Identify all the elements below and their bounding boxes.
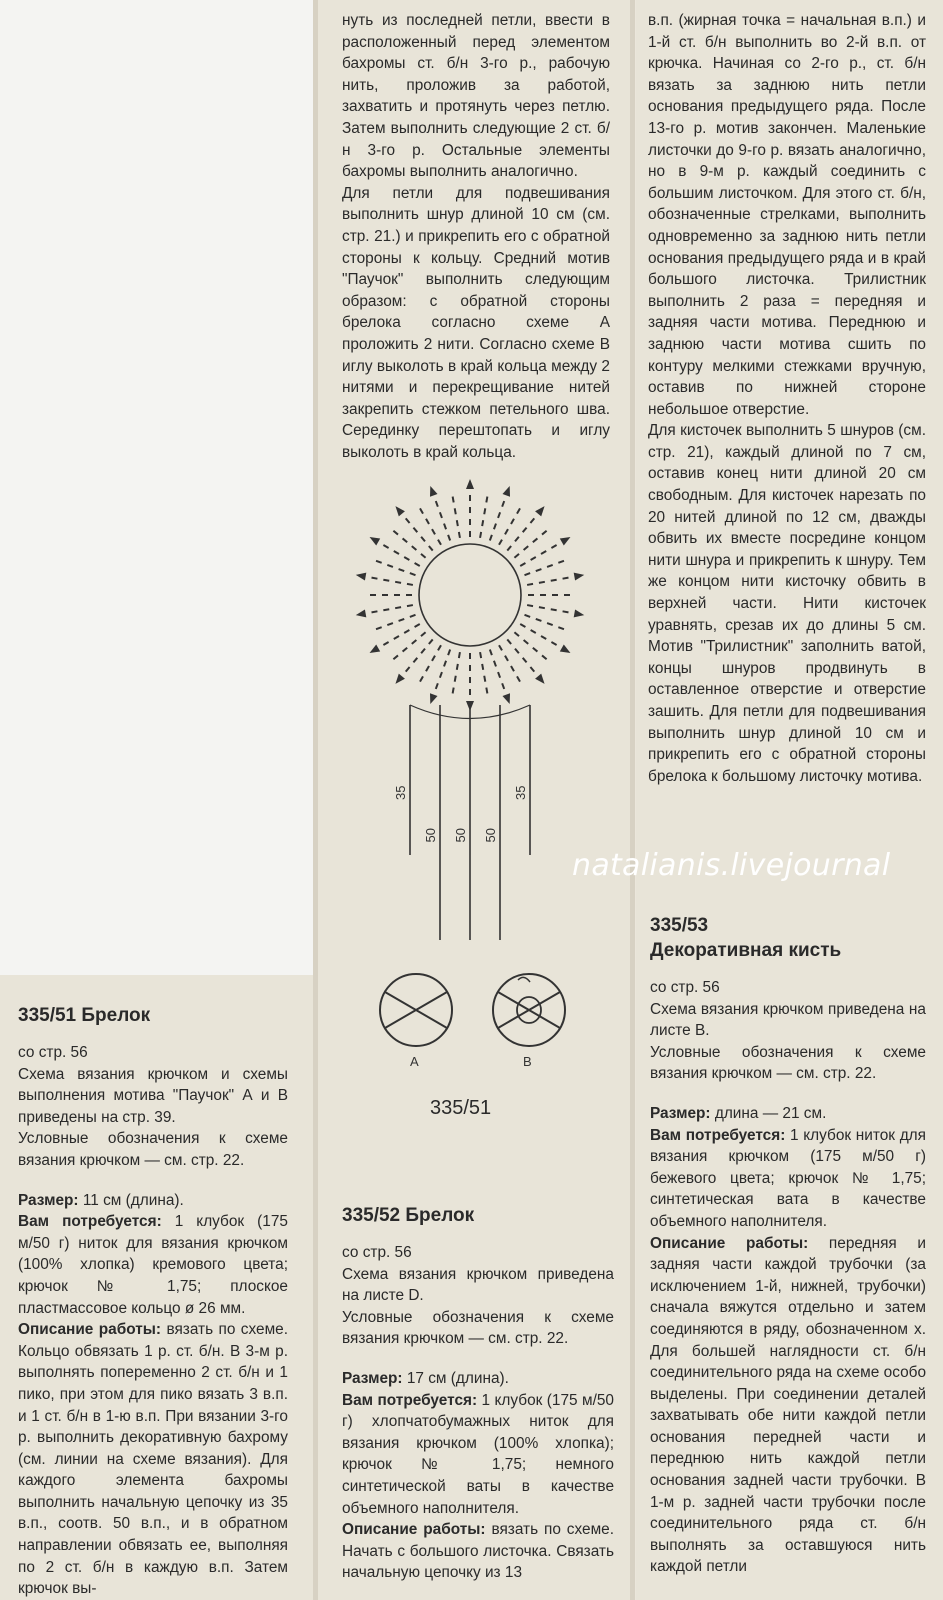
stitch-mark xyxy=(420,676,423,681)
fringe-length-label: 50 xyxy=(453,828,468,843)
stitch-mark xyxy=(387,623,393,625)
scheme-a xyxy=(380,974,452,1046)
stitch-mark xyxy=(429,546,433,551)
stitch-mark xyxy=(525,615,531,617)
stitch-mark xyxy=(421,649,425,654)
stitch-mark xyxy=(383,580,389,581)
stitch-mark xyxy=(482,664,483,670)
stitch-mark xyxy=(558,561,564,563)
item-53-p1: Схема вязания крючком приведена на листе В. xyxy=(650,1000,926,1040)
item-51-section xyxy=(18,1003,288,1600)
stitch-mark xyxy=(393,655,398,659)
stitch-mark xyxy=(484,676,485,682)
stitch-mark xyxy=(542,655,547,659)
stitch-mark xyxy=(514,632,519,636)
stitch-mark xyxy=(480,532,481,538)
stitch-mark xyxy=(490,535,492,541)
stitch-mark xyxy=(514,554,519,558)
materials-value: 1 клубок ниток для вязания крючком (175 м/50 г) бежевого цвета; крючок № 1,75; синтетическая вата в качестве объемного наполнителя. xyxy=(650,1126,926,1230)
col3-para-1: в.п. (жирная точка = начальная в.п.) и 1-й ст. б/н выполнить во 2-й в.п. от крючка. Начиная со 2-го р., ст. б/н вязать за заднюю нить петли основания предыдущего ряда. После 13-го р. мотив закончен. Маленькие листочки до 9-го р. вязать аналогично, но в 9-м р. каждый соединить с большим листочком. Для этого ст. б/н, обозначенные стрелками, выполнить одновременно за заднюю нить петли основания предыдущего ряда и в край большого листочка. Трилистник выполнить 2 раза = передняя и задняя части мотива. Переднюю и заднюю части мотива сшить по контуру мелкими стежками вручную, оставив по нижней стороне небольшое отверстие. xyxy=(648,12,926,418)
stitch-mark xyxy=(507,546,511,551)
stitch-mark xyxy=(410,573,416,575)
size-value: 17 см (длина). xyxy=(402,1369,509,1387)
stitch-mark xyxy=(515,537,519,542)
picot-mark xyxy=(502,693,510,704)
materials-label: Вам потребуется: xyxy=(650,1126,786,1144)
item-51-description xyxy=(18,1319,288,1600)
stitch-mark xyxy=(407,584,413,585)
item-53-ref: со стр. 56 xyxy=(650,979,720,996)
scheme-b xyxy=(493,974,565,1046)
description-value: вязать по схеме. Кольцо обвязать 1 р. ст. б/н. В 3-м р. выполнять попеременно 2 ст. б/н и 1 пико, при этом для пико вязать 3 в.п. и 1 ст. б/н в 1-ю в.п. При вязании 3-го р. выполнить декоративную бахрому (см. линии на схеме вязания). Для каждого элемента бахромы выполнить начальную цепочку из 35 в.п., соотв. 50 в.п., и в обратном направлении обвязать ее, выполняя по 2 ст. б/н в каждую в.п. Затем крючок вы- xyxy=(18,1321,288,1598)
stitch-mark xyxy=(484,508,485,514)
item-53-title-name: Декоративная кисть xyxy=(650,940,842,961)
size-label: Размер: xyxy=(18,1191,79,1209)
item-51-title: 335/51 Брелок xyxy=(18,1005,151,1026)
picot-mark xyxy=(535,674,544,684)
crochet-diagram xyxy=(330,470,620,1090)
stitch-mark xyxy=(547,623,553,625)
stitch-mark xyxy=(511,666,514,671)
stitch-mark xyxy=(536,569,542,571)
stitch-mark xyxy=(453,688,454,694)
stitch-mark xyxy=(393,531,398,535)
page-fold xyxy=(313,0,318,1600)
materials-value: 1 клубок (175 м/50 г) ниток для вязания крючком (100% хлопка) кремового цвета; крючок № 1,75; плоское пластмассовое кольцо ø 26 мм. xyxy=(18,1213,288,1317)
stitch-mark xyxy=(432,529,435,534)
stitch-mark xyxy=(432,656,435,661)
watermark: natalianis.livejournal xyxy=(572,848,891,883)
stitch-mark xyxy=(499,540,502,545)
stitch-mark xyxy=(551,642,556,645)
stitch-mark xyxy=(523,658,527,663)
stitch-mark xyxy=(542,531,547,535)
stitch-mark xyxy=(412,546,417,550)
stitch-mark xyxy=(372,611,378,612)
stitch-mark xyxy=(376,627,382,629)
stitch-mark xyxy=(486,497,487,503)
description-label: Описание работы: xyxy=(650,1234,809,1252)
stitch-mark xyxy=(399,619,405,621)
scheme-a-label: A xyxy=(410,1054,419,1069)
stitch-mark xyxy=(394,636,399,639)
stitch-mark xyxy=(457,664,458,670)
stitch-mark xyxy=(421,537,425,542)
picot-mark xyxy=(395,674,404,684)
stitch-mark xyxy=(547,565,553,567)
picot-mark xyxy=(560,645,571,653)
stitch-mark xyxy=(394,551,399,554)
stitch-mark xyxy=(438,645,441,650)
stitch-mark xyxy=(438,540,441,545)
stitch-mark xyxy=(527,584,533,585)
stitch-mark xyxy=(404,557,409,560)
stitch-mark xyxy=(413,528,417,533)
stitch-mark xyxy=(502,501,504,507)
picot-mark xyxy=(430,693,438,704)
stitch-mark xyxy=(515,649,519,654)
stitch-mark xyxy=(551,609,557,610)
item-52-materials xyxy=(342,1390,614,1520)
stitch-mark xyxy=(525,573,531,575)
stitch-mark xyxy=(499,645,502,650)
stitch-mark xyxy=(436,683,438,689)
stitch-mark xyxy=(551,580,557,581)
stitch-mark xyxy=(426,666,429,671)
stitch-mark xyxy=(406,667,410,672)
materials-value: 1 клубок (175 м/50 г) хлопчатобумажных ниток для вязания крючком (100% хлопка); крючок № 1,75; немного синтетической ваты в качестве объемного наполнителя. xyxy=(342,1391,614,1517)
fringe-length-label: 35 xyxy=(513,785,528,800)
item-51-p1: Схема вязания крючком и схемы выполнения мотива "Паучок" А и В приведены на стр. 39. xyxy=(18,1065,288,1126)
size-label: Размер: xyxy=(342,1369,403,1387)
fringe-lines xyxy=(393,705,530,940)
picot-mark xyxy=(430,486,438,497)
stitch-mark xyxy=(541,636,546,639)
stitch-mark xyxy=(457,520,458,526)
stitch-mark xyxy=(486,688,487,694)
stitch-mark xyxy=(404,630,409,633)
stitch-mark xyxy=(399,569,405,571)
fringe-length-label: 50 xyxy=(483,828,498,843)
picot-mark xyxy=(356,609,367,617)
stitch-mark xyxy=(383,609,389,610)
stitch-mark xyxy=(527,605,533,606)
stitch-mark xyxy=(541,551,546,554)
stitch-mark xyxy=(444,661,446,667)
stitch-mark xyxy=(415,624,420,627)
stitch-mark xyxy=(420,508,423,513)
stitch-mark xyxy=(440,672,442,678)
stitch-mark xyxy=(524,546,529,550)
stitch-mark xyxy=(426,519,429,524)
stitch-mark xyxy=(531,630,536,633)
stitch-mark xyxy=(533,538,538,542)
stitch-mark xyxy=(502,683,504,689)
ring-diagram xyxy=(356,479,584,711)
picot-mark xyxy=(502,486,510,497)
stitch-mark xyxy=(455,676,456,682)
stitch-mark xyxy=(436,501,438,507)
description-label: Описание работы: xyxy=(18,1321,162,1339)
stitch-mark xyxy=(480,652,481,658)
stitch-mark xyxy=(415,563,420,566)
stitch-mark xyxy=(395,607,401,608)
stitch-mark xyxy=(453,497,454,503)
item-52-description xyxy=(342,1519,614,1584)
picot-mark xyxy=(574,573,585,581)
item-52-p2: Условные обозначения к схеме вязания крючком — см. стр. 22. xyxy=(342,1308,614,1348)
stitch-mark xyxy=(459,652,460,658)
col2-text xyxy=(342,10,610,463)
description-value: вязать по схеме. Начать с большого листочка. Связать начальную цепочку из 13 xyxy=(342,1521,614,1582)
item-51-p2: Условные обозначения к схеме вязания крючком — см. стр. 22. xyxy=(18,1130,288,1169)
col3-para-2: Для кисточек выполнить 5 шнуров (см. стр. 21), каждый длиной по 7 см, оставив конец нити длиной 20 см свободным. Для кисточек нарезать по 20 нитей длиной по 12 см, дважды обвить их вместе посредине концом нити шнура и прикрепить к шнуру. Тем же концом нити кисточку обвить в верхней части. Нити кисточек уравнять, срезав их до длины 5 см. Мотив "Трилистник" заполнить ватой, концы шнуров продвинуть в оставленное отверстие и отверстие зашить. Для петли для подвешивания выполнить шнур длиной 10 см и прикрепить его с обратной стороны брелока к большому листочку мотива. xyxy=(648,422,926,785)
stitch-mark xyxy=(498,672,500,678)
stitch-mark xyxy=(520,624,525,627)
stitch-mark xyxy=(517,676,520,681)
stitch-mark xyxy=(406,518,410,523)
stitch-mark xyxy=(410,615,416,617)
stitch-mark xyxy=(383,545,388,548)
picot-mark xyxy=(370,645,381,653)
fringe-length-label: 50 xyxy=(423,828,438,843)
picot-mark xyxy=(466,479,474,489)
picot-mark xyxy=(395,506,404,516)
materials-label: Вам потребуется: xyxy=(342,1391,478,1409)
stitch-mark xyxy=(372,578,378,579)
size-label: Размер: xyxy=(650,1104,711,1122)
picot-mark xyxy=(356,573,367,581)
blank-page-area xyxy=(0,0,313,975)
item-51-ref: со стр. 56 xyxy=(18,1044,88,1061)
stitch-mark xyxy=(523,528,527,533)
stitch-mark xyxy=(558,627,564,629)
stitch-mark xyxy=(517,508,520,513)
item-51-materials xyxy=(18,1211,288,1319)
item-52-title: 335/52 Брелок xyxy=(342,1205,475,1226)
stitch-mark xyxy=(403,648,408,652)
stitch-mark xyxy=(505,529,508,534)
stitch-mark xyxy=(539,607,545,608)
col2-para-1: нуть из последней петли, ввести в расположенный перед элементом бахромы ст. б/н 3-го р., рабочую нить, проложив за работой, захватить и протянуть через петлю. Затем выполнить следующие 2 ст. б/н 3-го р. Остальные элементы бахромы выполнить аналогично. xyxy=(342,12,610,181)
stitch-mark xyxy=(387,565,393,567)
stitch-mark xyxy=(551,545,556,548)
col3-text xyxy=(648,10,926,787)
stitch-mark xyxy=(444,524,446,530)
picot-mark xyxy=(370,537,381,545)
stitch-mark xyxy=(563,611,569,612)
stitch-mark xyxy=(505,656,508,661)
scheme-b-label: B xyxy=(523,1054,532,1069)
stitch-mark xyxy=(533,648,538,652)
item-53-section xyxy=(650,913,926,1578)
stitch-mark xyxy=(536,619,542,621)
stitch-mark xyxy=(455,508,456,514)
stitch-mark xyxy=(459,532,460,538)
stitch-mark xyxy=(531,557,536,560)
stitch-mark xyxy=(421,554,426,558)
size-value: 11 см (длина). xyxy=(78,1191,184,1209)
item-53-size xyxy=(650,1103,926,1125)
size-value: длина — 21 см. xyxy=(710,1104,827,1122)
stitch-mark xyxy=(507,639,511,644)
stitch-mark xyxy=(407,605,413,606)
item-52-ref: со стр. 56 xyxy=(342,1244,412,1261)
description-label: Описание работы: xyxy=(342,1521,486,1539)
item-52-p1: Схема вязания крючком приведена на листе D. xyxy=(342,1265,614,1305)
item-53-p2: Условные обозначения к схеме вязания крючком — см. стр. 22. xyxy=(650,1043,926,1083)
ring-inner-circle xyxy=(419,544,521,646)
stitch-mark xyxy=(421,632,426,636)
picot-mark xyxy=(560,537,571,545)
item-52-size xyxy=(342,1368,614,1390)
stitch-mark xyxy=(494,524,496,530)
stitch-mark xyxy=(376,561,382,563)
stitch-mark xyxy=(448,650,450,656)
item-51-size xyxy=(18,1190,288,1212)
stitch-mark xyxy=(539,582,545,583)
stitch-mark xyxy=(511,519,514,524)
picot-mark xyxy=(574,609,585,617)
stitch-mark xyxy=(395,582,401,583)
item-53-title-number: 335/53 xyxy=(650,915,709,936)
item-52-section xyxy=(342,1203,614,1584)
description-value: передняя и задняя части каждой трубочки (за исключением 1-й, нижней, трубочки) сначала вяжутся отдельно и затем соединяются в ряду, обозначенном х. Для большей наглядности ст. б/н соединительного ряда на схеме особо выделены. При соединении деталей захватывать обе нити каждой петли основания передней части и переднюю нить каждой петли основания задней части трубочки. В 1-м р. задней части трубочки после соединительного ряда ст. б/н выполнять за оставшуюся нить каждой петли xyxy=(650,1234,926,1576)
stitch-mark xyxy=(530,518,534,523)
stitch-mark xyxy=(383,642,388,645)
picot-mark xyxy=(535,506,544,516)
figure-caption: 335/51 xyxy=(430,1097,492,1119)
column-divider xyxy=(630,0,635,1600)
stitch-mark xyxy=(440,512,442,518)
stitch-mark xyxy=(482,520,483,526)
item-53-materials xyxy=(650,1125,926,1233)
stitch-mark xyxy=(530,667,534,672)
stitch-mark xyxy=(448,535,450,541)
stitch-mark xyxy=(524,640,529,644)
stitch-mark xyxy=(490,650,492,656)
stitch-mark xyxy=(494,661,496,667)
stitch-mark xyxy=(403,538,408,542)
stitch-mark xyxy=(412,640,417,644)
stitch-mark xyxy=(498,512,500,518)
stitch-mark xyxy=(413,658,417,663)
col2-para-2: Для петли для подвешивания выполнить шнур длиной 10 см (см. стр. 21.) и прикрепить его с обратной стороны к кольцу. Средний мотив "Паучок" выполнить следующим образом: с обратной стороны брелока согласно схеме А проложить 2 нити. Согласно схеме В иглу выколоть в край кольца между 2 нитями и перекрещивание нитей закрепить стежком петельного шва. Серединку перештопать и иглу выколоть в край кольца. xyxy=(342,184,610,461)
item-53-description xyxy=(650,1233,926,1579)
materials-label: Вам потребуется: xyxy=(18,1213,162,1231)
stitch-mark xyxy=(563,578,569,579)
stitch-mark xyxy=(429,639,433,644)
stitch-mark xyxy=(520,563,525,566)
fringe-length-label: 35 xyxy=(393,785,408,800)
